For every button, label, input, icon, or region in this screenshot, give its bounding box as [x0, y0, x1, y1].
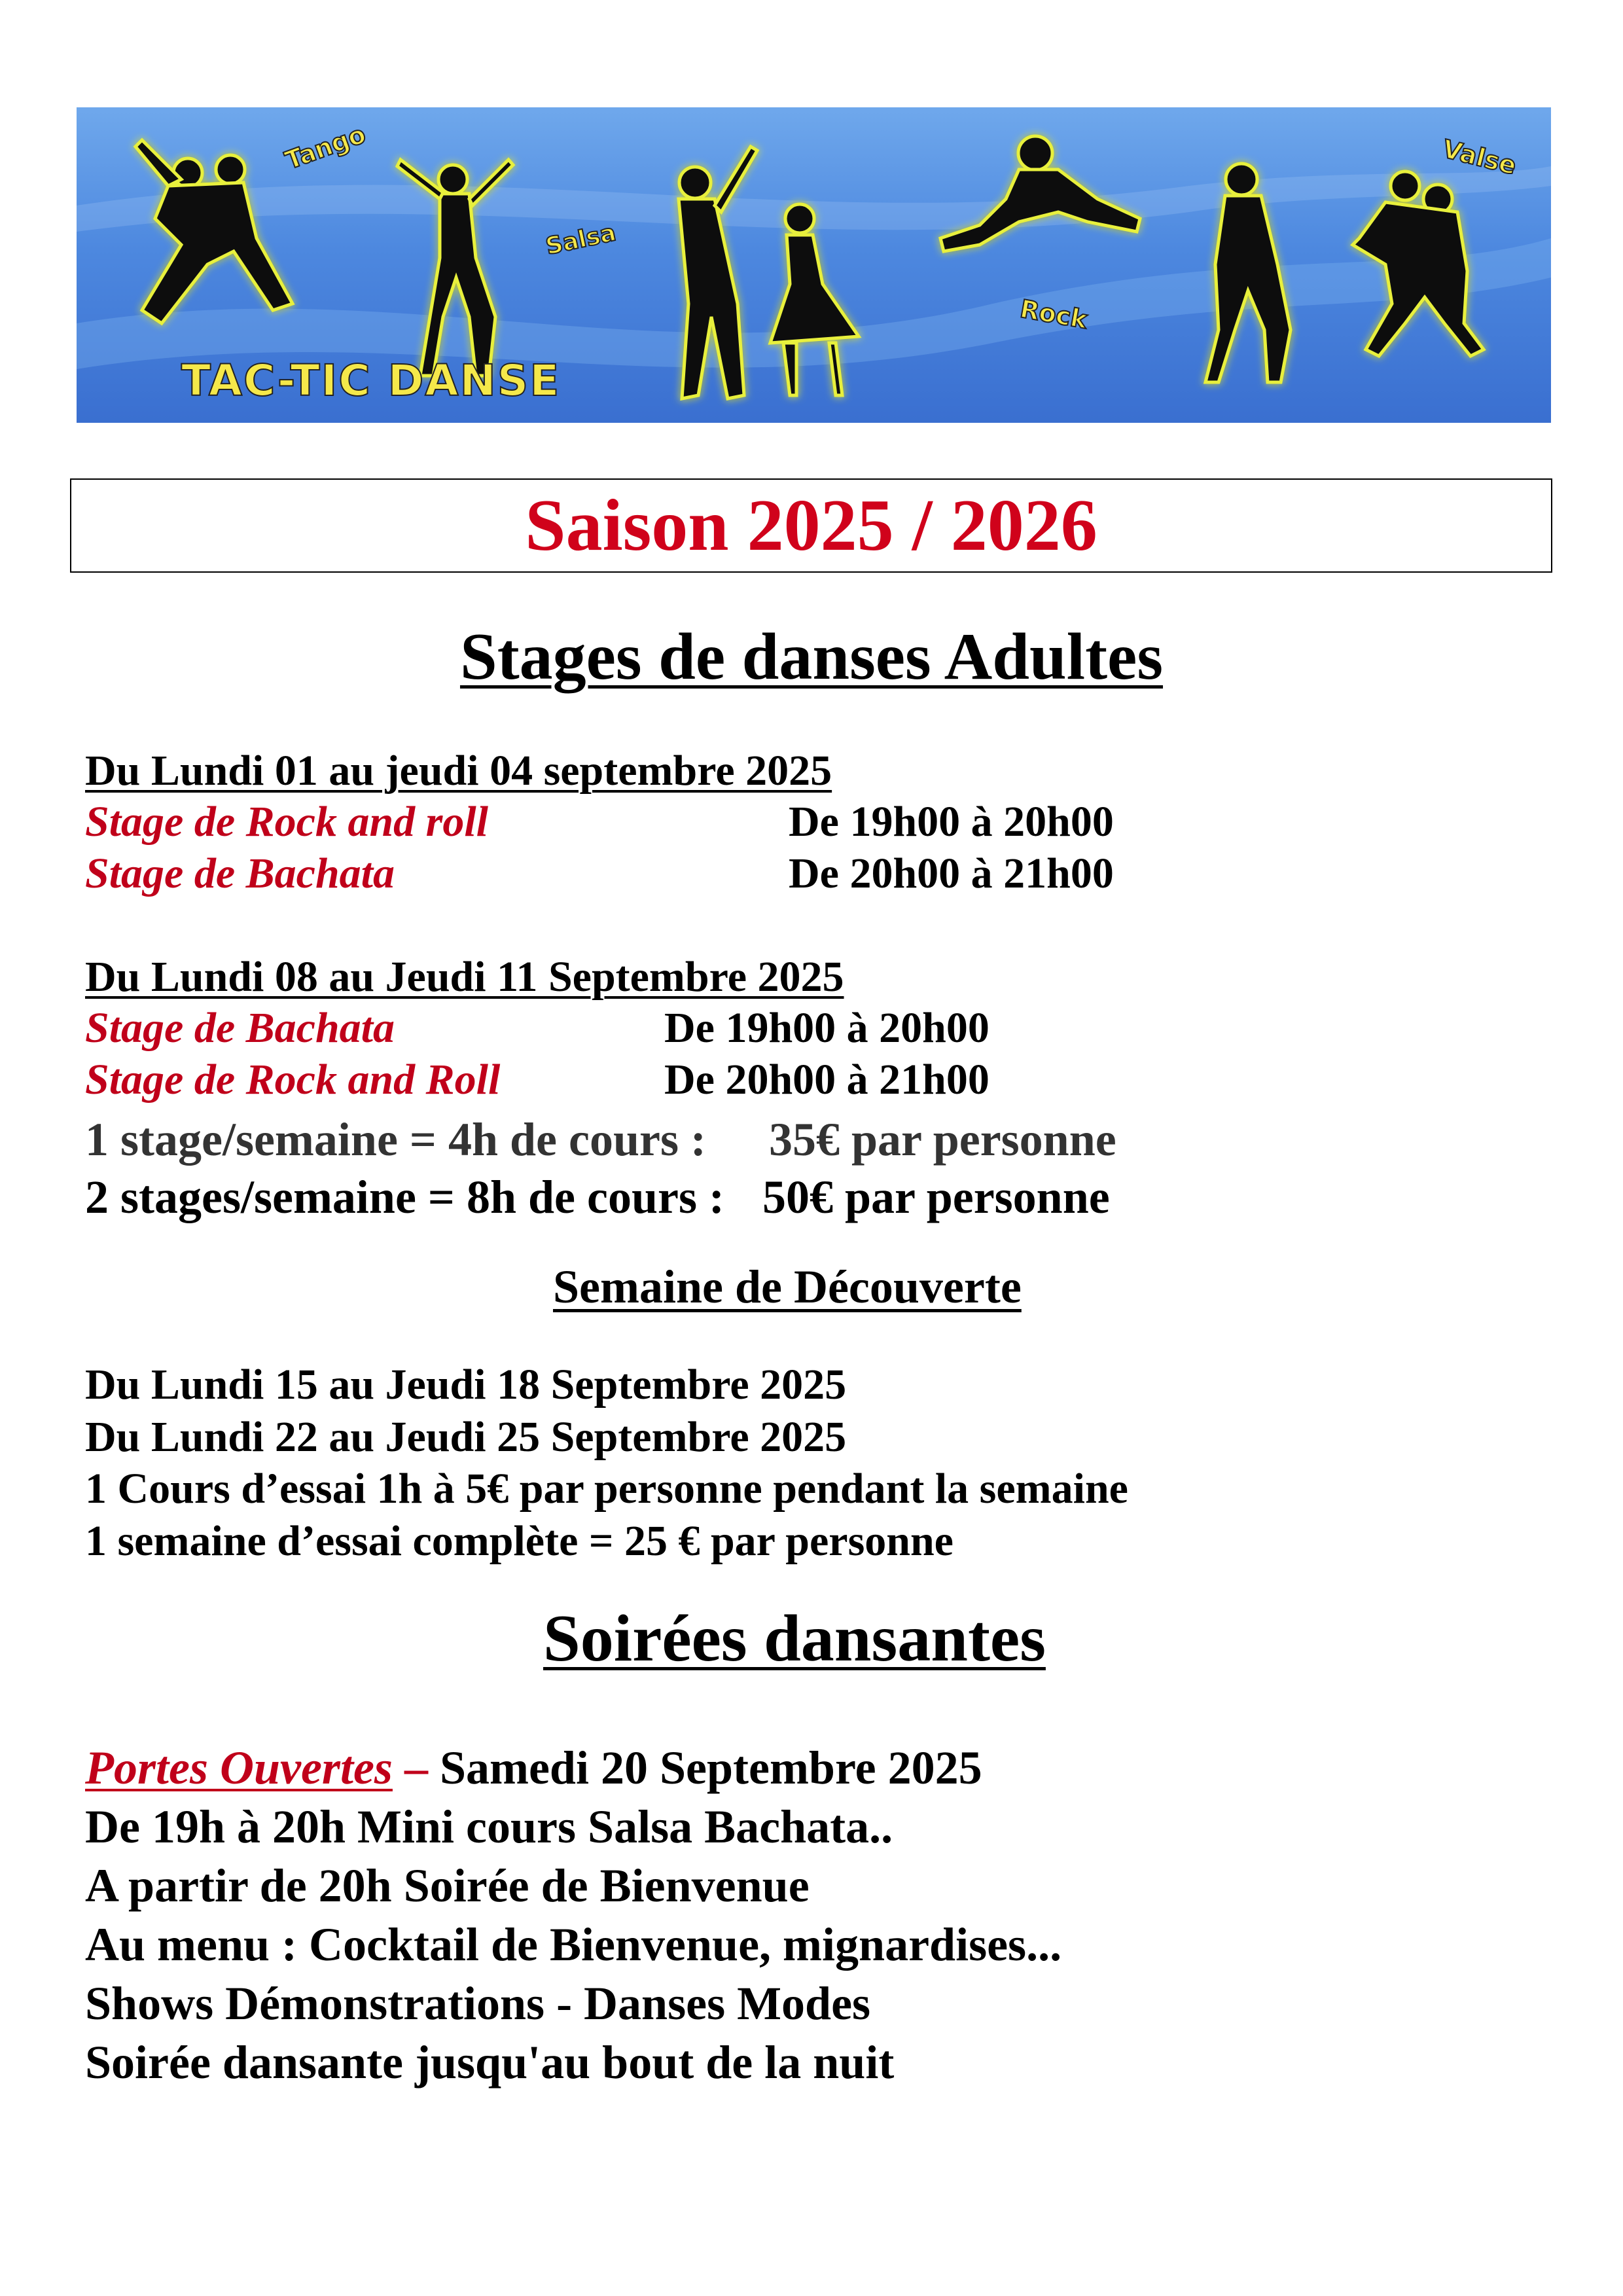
- week2-date: Du Lundi 08 au Jeudi 11 Septembre 2025: [85, 953, 844, 1001]
- soiree-line-5: Soirée dansante jusqu'au bout de la nuit: [85, 2036, 895, 2089]
- tango-couple-silhouette: [135, 140, 293, 323]
- salsa-label: Salsa: [543, 219, 618, 260]
- soirees-heading: Soirées dansantes: [543, 1602, 1046, 1676]
- portes-ouvertes-line: [85, 1741, 982, 1795]
- stages-heading: Stages de danses Adultes: [459, 620, 1164, 694]
- week2-stage-2-time: De 20h00 à 21h00: [664, 1056, 990, 1103]
- decouverte-line-2: Du Lundi 22 au Jeudi 25 Septembre 2025: [85, 1413, 847, 1461]
- logo-text: TAC-TIC DANSE: [181, 355, 561, 406]
- season-title-box: [70, 478, 1552, 573]
- tango-label: Tango: [281, 119, 370, 175]
- season-title: Saison 2025 / 2026: [525, 485, 1097, 566]
- header-banner: [77, 107, 1551, 423]
- decouverte-line-4: 1 semaine d’essai complète = 25 € par personne: [85, 1517, 954, 1565]
- decouverte-line-3: 1 Cours d’essai 1h à 5€ par personne pendant la semaine: [85, 1465, 1128, 1513]
- week1-stage-1-name: Stage de Rock and roll: [85, 798, 489, 846]
- soiree-line-3: Au menu : Cocktail de Bienvenue, mignardises...: [85, 1918, 1062, 1971]
- week2-stage-2-name: Stage de Rock and Roll: [85, 1056, 501, 1103]
- portes-ouvertes-label: Portes Ouvertes: [85, 1742, 393, 1794]
- decouverte-heading: Semaine de Découverte: [553, 1261, 1022, 1313]
- week1-stage-2-time: De 20h00 à 21h00: [789, 850, 1114, 897]
- rock-label: Rock: [1018, 294, 1090, 334]
- pricing-2-price: 50€ par personne: [762, 1171, 1110, 1223]
- rock-jump-silhouette: [940, 136, 1140, 251]
- event-date: Samedi 20 Septembre 2025: [439, 1742, 982, 1794]
- pricing-2-label: 2 stages/semaine = 8h de cours :: [85, 1171, 724, 1223]
- soiree-line-4: Shows Démonstrations - Danses Modes: [85, 1977, 871, 2030]
- week1-stage-2-name: Stage de Bachata: [85, 850, 395, 897]
- week2-stage-1-time: De 19h00 à 20h00: [664, 1004, 990, 1052]
- valse-label: Valse: [1439, 134, 1520, 181]
- decouverte-line-1: Du Lundi 15 au Jeudi 18 Septembre 2025: [85, 1361, 847, 1408]
- soiree-line-1: De 19h à 20h Mini cours Salsa Bachata..: [85, 1801, 893, 1853]
- week1-stage-1-time: De 19h00 à 20h00: [789, 798, 1114, 846]
- week1-date: Du Lundi 01 au jeudi 04 septembre 2025: [85, 747, 832, 795]
- pricing-1-price: 35€ par personne: [769, 1113, 1116, 1166]
- week2-stage-1-name: Stage de Bachata: [85, 1004, 395, 1052]
- event-dash: –: [392, 1742, 440, 1794]
- soiree-line-2: A partir de 20h Soirée de Bienvenue: [85, 1859, 810, 1912]
- dancers-illustration: [77, 107, 1551, 423]
- pricing-1-label: 1 stage/semaine = 4h de cours :: [85, 1113, 706, 1166]
